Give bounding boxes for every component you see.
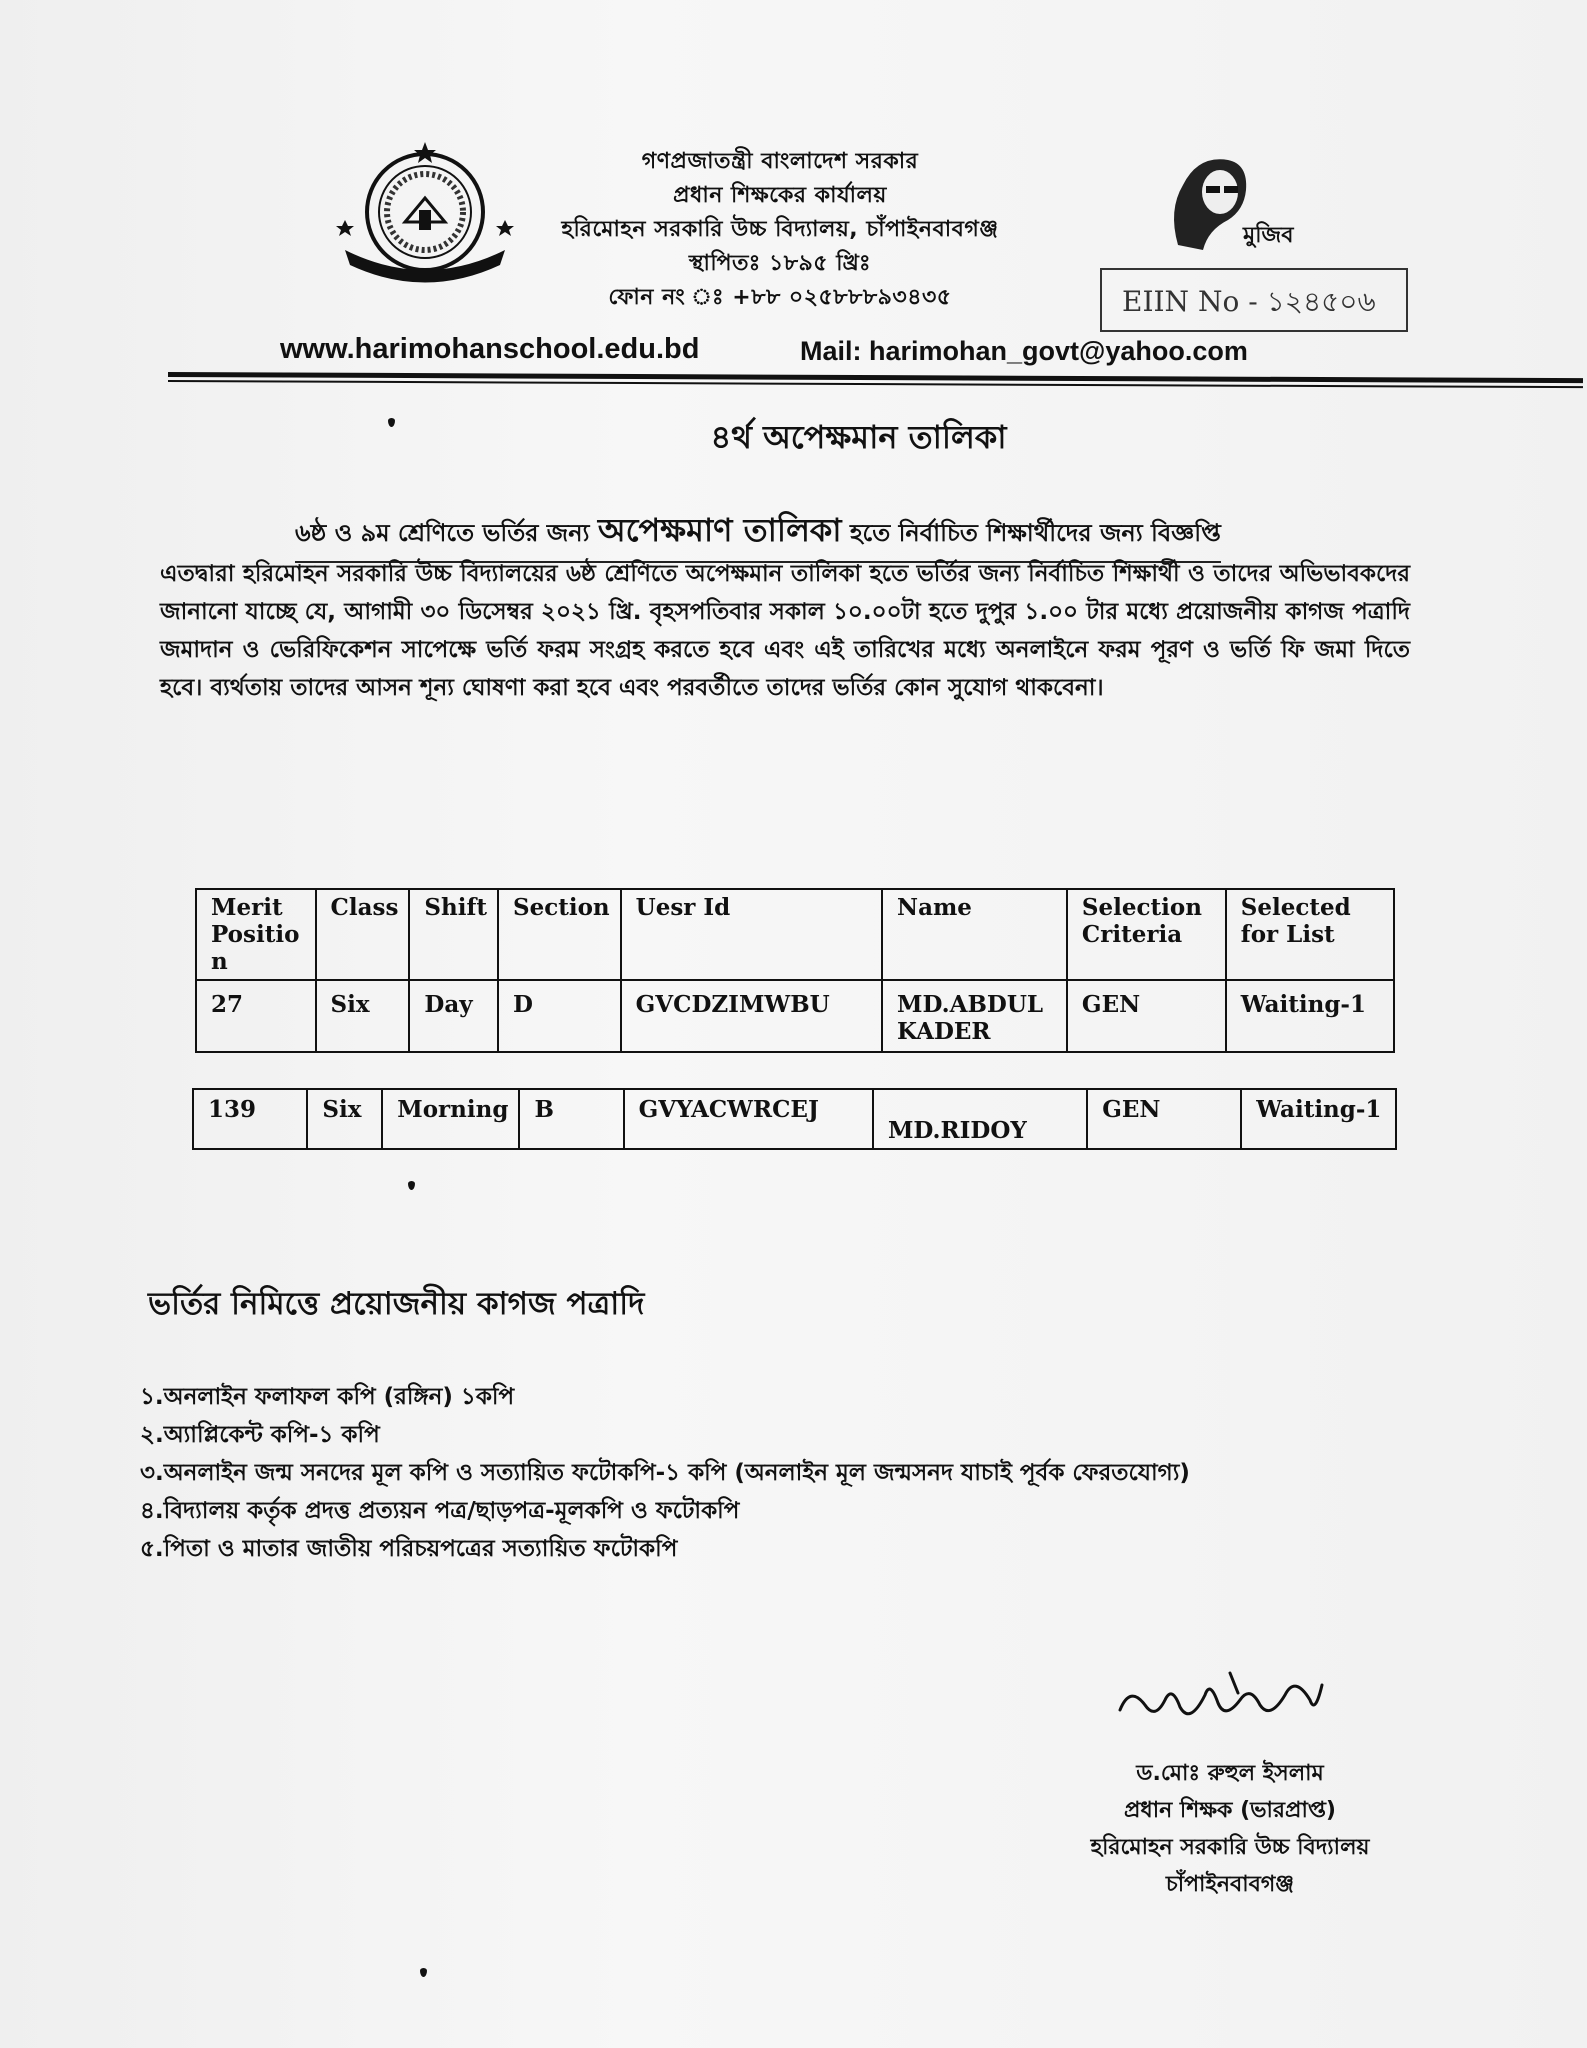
cell-selection-criteria: GEN <box>1067 980 1226 1052</box>
waiting-list-table-continued <box>192 1088 1397 1150</box>
header-merit-position: Merit Positio n <box>196 889 316 980</box>
email-address: Mail: harimohan_govt@yahoo.com <box>800 336 1248 366</box>
signatory-name: ড.মোঃ রুহুল ইসলাম <box>1136 1761 1324 1786</box>
header-office: প্রধান শিক্ষকের কার্যালয় <box>673 183 887 208</box>
header-shift: Shift <box>409 889 498 980</box>
page-title: ৪র্থ অপেক্ষমান তালিকা <box>710 418 1007 456</box>
subtitle-part-3: হতে নির্বাচিত শিক্ষার্থীদের জন্য বিজ্ঞপ্তি <box>841 519 1221 547</box>
cell-name: MD.RIDOY <box>873 1089 1087 1149</box>
office-header <box>480 145 1080 315</box>
header-selected-for-list: Selected for List <box>1226 889 1394 980</box>
cell-merit-position: 139 <box>193 1089 307 1149</box>
list-item: ৫.পিতা ও মাতার জাতীয় পরিচয়পত্রের সত্যায়িত ফটোকপি <box>140 1536 678 1562</box>
cell-section: B <box>519 1089 623 1149</box>
eiin-number-box: EIIN No - ১২৪৫০৬ <box>1100 268 1408 332</box>
list-item: ১.অনলাইন ফলাফল কপি (রঙ্গিন) ১কপি <box>140 1384 515 1410</box>
cell-class: Six <box>307 1089 382 1149</box>
cell-section: D <box>498 980 621 1052</box>
header-class: Class <box>316 889 410 980</box>
header-government: গণপ্রজাতন্ত্রী বাংলাদেশ সরকার <box>641 149 919 174</box>
list-item: ২.অ্যাপ্লিকেন্ট কপি-১ কপি <box>140 1422 380 1448</box>
required-documents-title: ভর্তির নিমিত্তে প্রয়োজনীয় কাগজ পত্রাদি <box>148 1286 645 1322</box>
cell-shift: Morning <box>382 1089 519 1149</box>
headmaster-signature <box>1110 1665 1330 1745</box>
mujib-logo-text: মুজিব <box>1243 223 1294 248</box>
table-row <box>196 980 1394 1052</box>
waiting-list-table <box>195 888 1395 1053</box>
header-established: স্থাপিতঃ ১৮৯৫ খ্রিঃ <box>688 251 872 276</box>
subtitle-part-1: ৬ষ্ঠ ও ৯ম শ্রেণিতে ভর্তির জন্য <box>295 519 598 547</box>
header-selection-criteria: Selection Criteria <box>1067 889 1226 980</box>
header-name: Name <box>882 889 1067 980</box>
table-row <box>193 1089 1396 1149</box>
scan-speck <box>408 1181 415 1190</box>
website-url: www.harimohanschool.edu.bd <box>280 333 700 365</box>
scan-speck <box>420 1968 427 1977</box>
cell-selected-for-list: Waiting-1 <box>1226 980 1394 1052</box>
list-item: ৪.বিদ্যালয় কর্তৃক প্রদত্ত প্রত্যয়ন পত্র/ছাড়পত্র-মূলকপি ও ফটোকপি <box>140 1498 740 1524</box>
cell-user-id: GVYACWRCEJ <box>624 1089 873 1149</box>
signatory-designation: প্রধান শিক্ষক (ভারপ্রাপ্ত) <box>1124 1798 1336 1823</box>
cell-selection-criteria: GEN <box>1087 1089 1241 1149</box>
required-documents-list <box>140 1378 1190 1568</box>
table-header-row <box>196 889 1394 980</box>
signatory-district: চাঁপাইনবাবগঞ্জ <box>1165 1872 1295 1897</box>
cell-shift: Day <box>409 980 498 1052</box>
subtitle-part-2: অপেক্ষমাণ তালিকা <box>597 511 842 549</box>
mujib-centenary-logo <box>1148 150 1308 260</box>
cell-user-id: GVCDZIMWBU <box>621 980 882 1052</box>
cell-class: Six <box>316 980 410 1052</box>
header-section: Section <box>498 889 621 980</box>
header-phone: ফোন নং ঃ +৮৮ ০২৫৮৮৮৯৩৪৩৫ <box>608 285 952 310</box>
header-user-id: Uesr Id <box>621 889 882 980</box>
cell-name: MD.ABDUL KADER <box>882 980 1067 1052</box>
signatory-block <box>1020 1755 1440 1903</box>
cell-merit-position: 27 <box>196 980 316 1052</box>
cell-selected-for-list: Waiting-1 <box>1241 1089 1396 1149</box>
header-school: হরিমোহন সরকারি উচ্চ বিদ্যালয়, চাঁপাইনবাবগঞ্জ <box>561 217 999 242</box>
list-item: ৩.অনলাইন জন্ম সনদের মূল কপি ও সত্যায়িত ফটোকপি-১ কপি (অনলাইন মূল জন্মসনদ যাচাই পূর্বক ফেরতযোগ্য) <box>140 1460 1190 1486</box>
notice-paragraph: এতদ্বারা হরিমোহন সরকারি উচ্চ বিদ্যালয়ের ৬ষ্ঠ শ্রেণিতে অপেক্ষমান তালিকা হতে ভর্তির জন্য নির্বাচিত শিক্ষার্থী ও তাদের অভিভাবকদের জানানো যাচ্ছে যে, আগামী ৩০ ডিসেম্বর ২০২১ খ্রি. বৃহসপতিবার সকাল ১০.০০টা হতে দুপুর ১.০০ টার মধ্যে প্রয়োজনীয় কাগজ পত্রাদি জমাদান ও ভেরিফিকেশন সাপেক্ষে ভর্তি ফরম সংগ্রহ করতে হবে এবং এই তারিখের মধ্যে অনলাইনে ফরম পূরণ ও ভর্তি ফি জমা দিতে হবে। ব্যর্থতায় তাদের আসন শূন্য ঘোষণা করা হবে এবং পরবর্তীতে তাদের ভর্তির কোন সুযোগ থাকবেনা। <box>160 561 1410 701</box>
signatory-school: হরিমোহন সরকারি উচ্চ বিদ্যালয় <box>1090 1835 1370 1860</box>
